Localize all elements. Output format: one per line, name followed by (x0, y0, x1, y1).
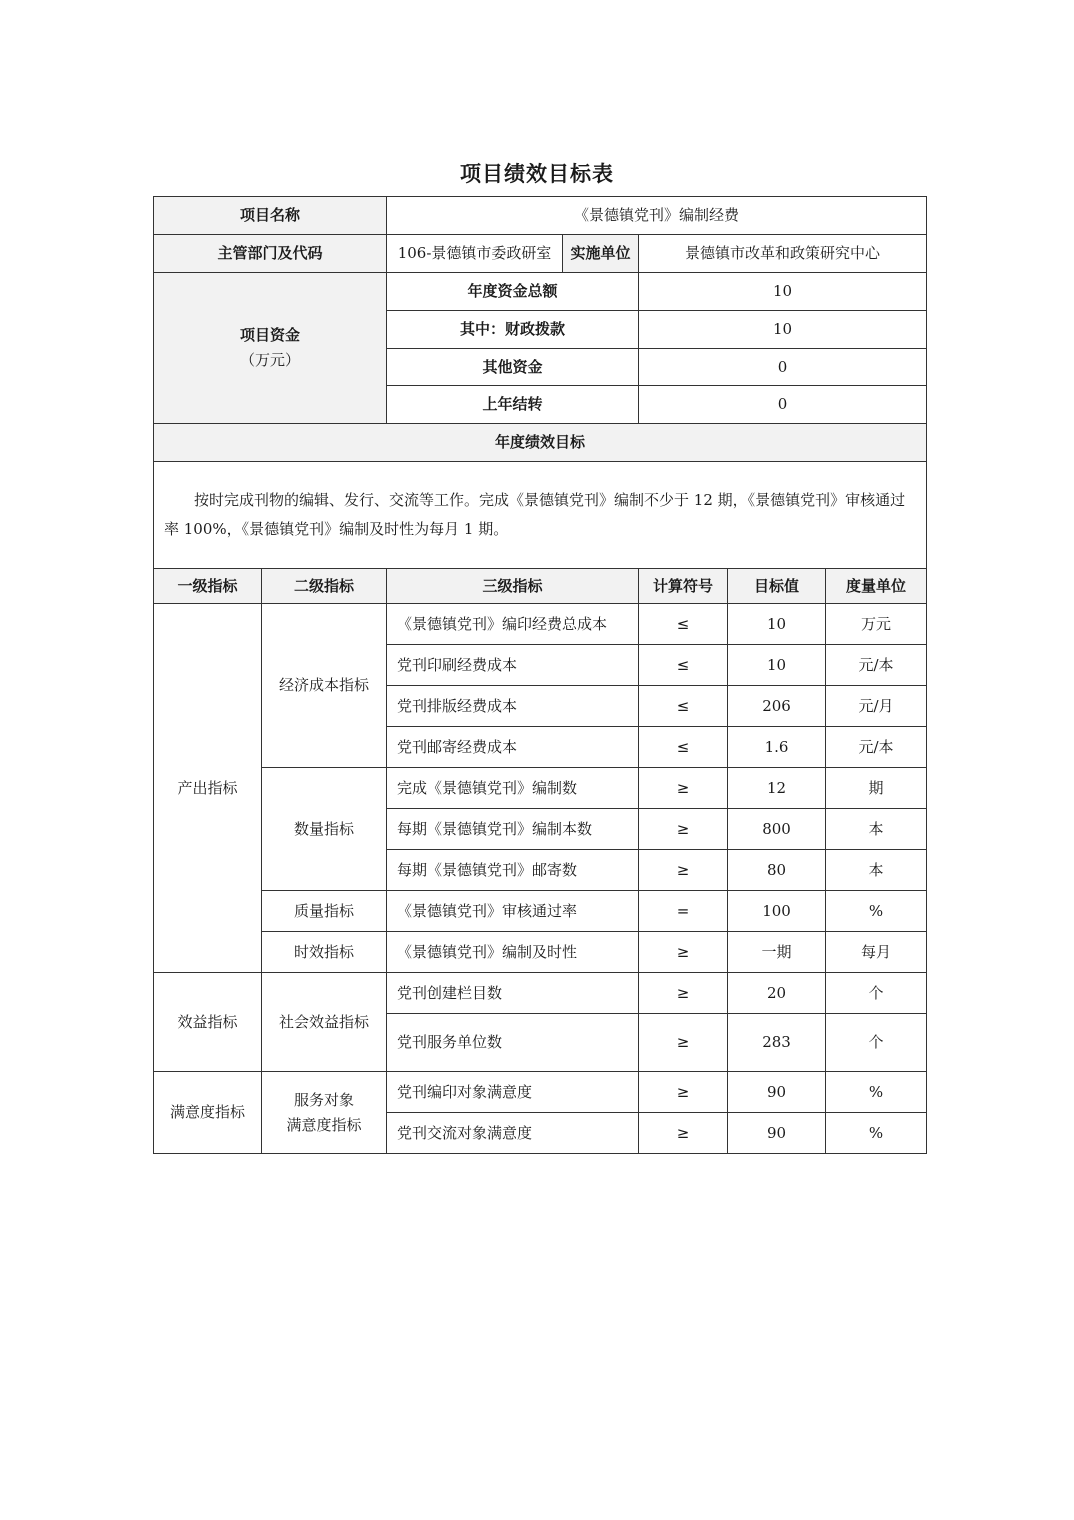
indicator-unit: % (826, 891, 927, 932)
indicator-name: 《景德镇党刊》编制及时性 (387, 932, 639, 973)
header-symbol: 计算符号 (639, 569, 728, 604)
indicator-unit: 元/月 (826, 686, 927, 727)
indicator-unit: 期 (826, 768, 927, 809)
group-quantity: 数量指标 (262, 768, 387, 891)
indicator-name: 党刊交流对象满意度 (387, 1113, 639, 1154)
funds-label (154, 273, 387, 424)
funds-row-label: 其中：财政拨款 (387, 311, 639, 349)
service-sat-line2: 满意度指标 (286, 1115, 362, 1134)
indicator-target: 20 (728, 973, 826, 1014)
indicator-unit: 个 (826, 973, 927, 1014)
group-satisfaction: 满意度指标 (154, 1072, 262, 1154)
impl-label: 实施单位 (562, 235, 638, 272)
indicator-target: 10 (728, 604, 826, 645)
table-row (154, 768, 927, 809)
indicator-name: 党刊排版经费成本 (387, 686, 639, 727)
indicator-target: 12 (728, 768, 826, 809)
funds-row-value: 0 (639, 386, 927, 424)
group-benefit: 效益指标 (154, 973, 262, 1072)
group-social-benefit: 社会效益指标 (262, 973, 387, 1072)
indicator-header-row (154, 569, 927, 604)
indicator-symbol: ≥ (639, 1113, 728, 1154)
indicator-unit: 本 (826, 850, 927, 891)
indicator-symbol: ≥ (639, 809, 728, 850)
group-output: 产出指标 (154, 604, 262, 973)
funds-label-line1: 项目资金 (240, 326, 301, 345)
annual-goal-text (154, 462, 927, 569)
indicator-target: 10 (728, 645, 826, 686)
header-target: 目标值 (728, 569, 826, 604)
project-name-row (154, 197, 927, 235)
indicator-unit: 每月 (826, 932, 927, 973)
table-row (154, 932, 927, 973)
funds-label-line2: （万元） (240, 351, 301, 369)
group-econ-cost: 经济成本指标 (262, 604, 387, 768)
annual-goal-label: 年度绩效目标 (154, 424, 927, 462)
header-level3: 三级指标 (387, 569, 639, 604)
indicator-unit: 个 (826, 1014, 927, 1072)
indicator-symbol: ≥ (639, 768, 728, 809)
indicator-symbol: = (639, 891, 728, 932)
indicator-name: 党刊邮寄经费成本 (387, 727, 639, 768)
table-row (154, 891, 927, 932)
indicator-symbol: ≥ (639, 932, 728, 973)
indicator-unit: 本 (826, 809, 927, 850)
indicator-unit: 元/本 (826, 645, 927, 686)
indicator-unit: % (826, 1113, 927, 1154)
header-level1: 一级指标 (154, 569, 262, 604)
indicator-name: 完成《景德镇党刊》编制数 (387, 768, 639, 809)
annual-goal-paragraph: 按时完成刊物的编辑、发行、交流等工作。完成《景德镇党刊》编制不少于 12 期，《景德镇党刊》审核通过率 100%，《景德镇党刊》编制及时性为每月 1 期。 (164, 491, 906, 538)
indicator-name: 《景德镇党刊》审核通过率 (387, 891, 639, 932)
impl-value: 景德镇市改革和政策研究中心 (639, 235, 927, 273)
annual-goal-text-row (154, 462, 927, 569)
indicator-symbol: ≤ (639, 604, 728, 645)
indicator-name: 《景德镇党刊》编印经费总成本 (387, 604, 639, 645)
indicator-symbol: ≤ (639, 645, 728, 686)
dept-value-cell (387, 235, 639, 273)
dept-label: 主管部门及代码 (154, 235, 387, 273)
funds-row-label: 年度资金总额 (387, 273, 639, 311)
group-service-satisfaction (262, 1072, 387, 1154)
indicator-target: 206 (728, 686, 826, 727)
funds-row (154, 273, 927, 311)
indicator-target: 90 (728, 1113, 826, 1154)
performance-table (153, 196, 927, 1154)
annual-goal-header-row (154, 424, 927, 462)
indicator-symbol: ≥ (639, 1072, 728, 1113)
funds-row-value: 10 (639, 311, 927, 349)
indicator-target: 1.6 (728, 727, 826, 768)
indicator-name: 党刊编印对象满意度 (387, 1072, 639, 1113)
indicator-name: 每期《景德镇党刊》邮寄数 (387, 850, 639, 891)
page-title: 项目绩效目标表 (460, 162, 614, 186)
project-name-label: 项目名称 (154, 197, 387, 235)
dept-value: 106-景德镇市委政研室 (397, 244, 552, 263)
indicator-symbol: ≥ (639, 973, 728, 1014)
table-row (154, 604, 927, 645)
indicator-target: 800 (728, 809, 826, 850)
header-unit: 度量单位 (826, 569, 927, 604)
indicator-symbol: ≤ (639, 686, 728, 727)
indicator-symbol: ≥ (639, 850, 728, 891)
service-sat-line1: 服务对象 (294, 1090, 355, 1109)
indicator-target: 80 (728, 850, 826, 891)
indicator-target: 一期 (728, 932, 826, 973)
header-level2: 二级指标 (262, 569, 387, 604)
funds-row-label: 上年结转 (387, 386, 639, 424)
indicator-name: 党刊创建栏目数 (387, 973, 639, 1014)
indicator-target: 90 (728, 1072, 826, 1113)
indicator-name: 每期《景德镇党刊》编制本数 (387, 809, 639, 850)
indicator-symbol: ≥ (639, 1014, 728, 1072)
project-name-value: 《景德镇党刊》编制经费 (387, 197, 927, 235)
indicator-name: 党刊服务单位数 (387, 1014, 639, 1072)
funds-row-value: 0 (639, 349, 927, 386)
indicator-unit: 元/本 (826, 727, 927, 768)
indicator-target: 100 (728, 891, 826, 932)
indicator-unit: 万元 (826, 604, 927, 645)
indicator-name: 党刊印刷经费成本 (387, 645, 639, 686)
funds-row-label: 其他资金 (387, 349, 639, 386)
table-row (154, 973, 927, 1014)
dept-row (154, 235, 927, 273)
table-row (154, 1072, 927, 1113)
group-timeliness: 时效指标 (262, 932, 387, 973)
indicator-unit: % (826, 1072, 927, 1113)
indicator-symbol: ≤ (639, 727, 728, 768)
funds-row-value: 10 (639, 273, 927, 311)
group-quality: 质量指标 (262, 891, 387, 932)
indicator-target: 283 (728, 1014, 826, 1072)
